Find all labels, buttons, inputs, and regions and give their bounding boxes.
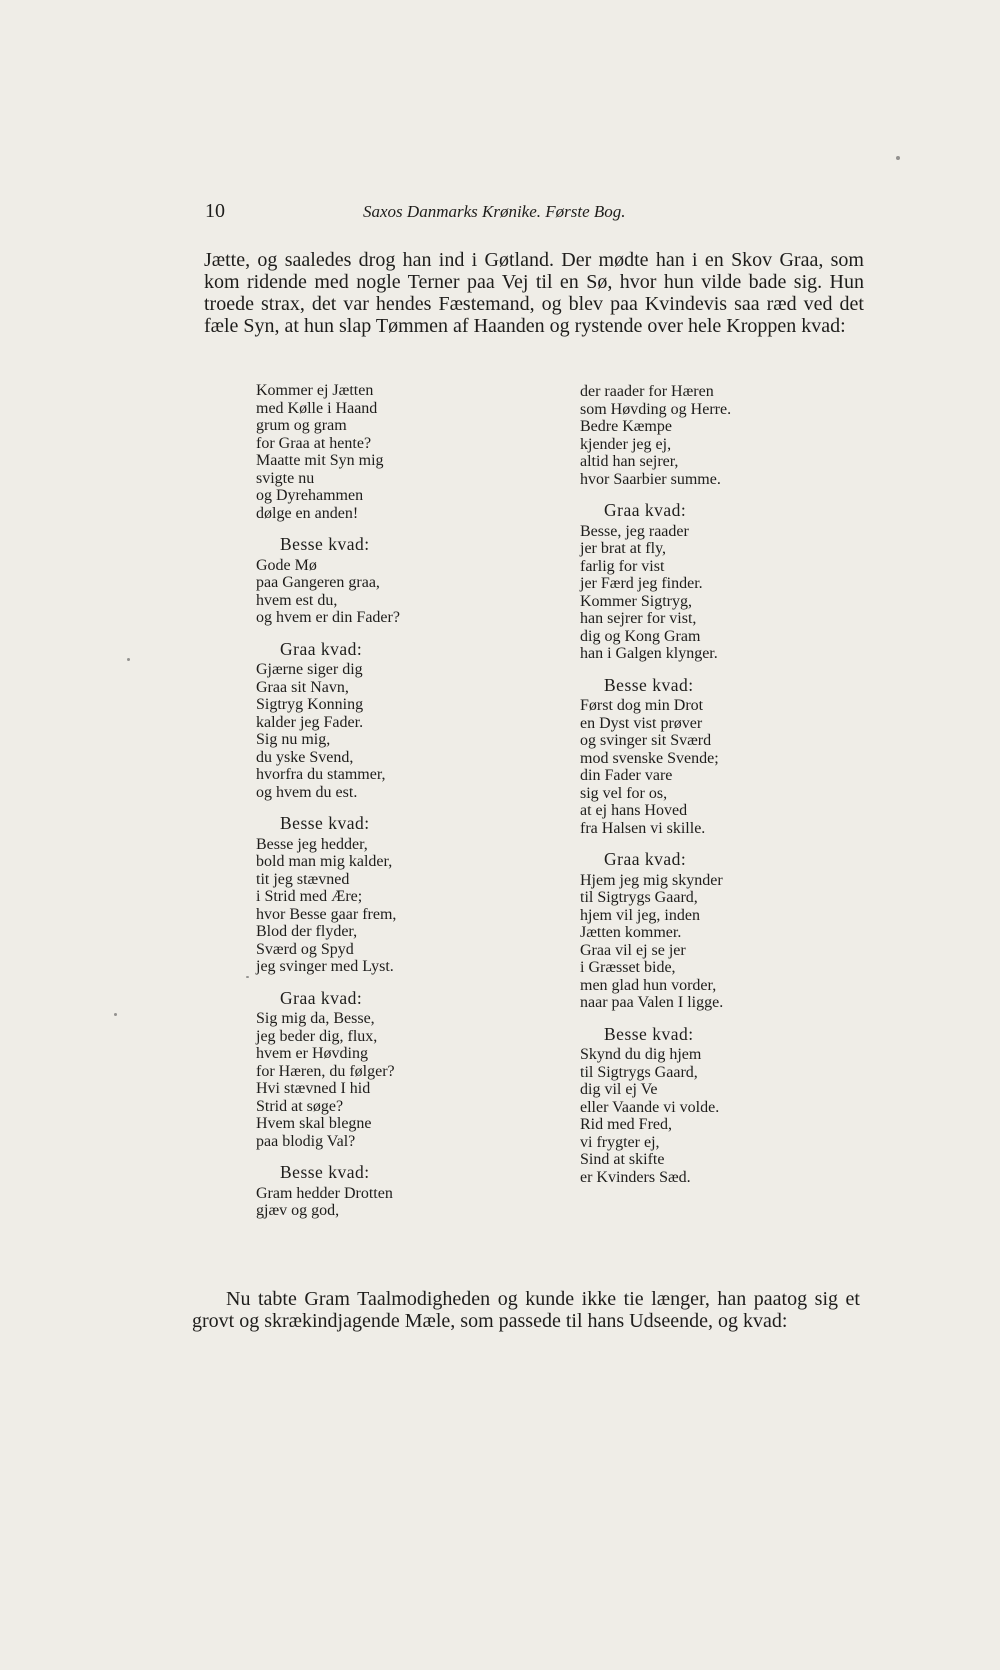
verse-line: men glad hun vorder, [580,976,717,994]
verse-line: til Sigtrygs Gaard, [580,889,698,906]
verse-line: gjæv og god, [256,1202,340,1219]
verse-line: Hjem jeg mig skynder [580,871,723,889]
verse-line: Blod der flyder, [256,923,358,940]
stanza-speaker: Graa kvad: [280,638,363,659]
verse-line: at ej hans Hoved [580,802,688,819]
verse-line: i Græsset bide, [580,959,676,976]
stanza-speaker: Besse kvad: [280,813,370,833]
verse-line: jeg svinger med Lyst. [256,958,394,975]
verse-line: Sig nu mig, [256,731,331,748]
verse-line: paa Gangeren graa, [256,574,380,591]
verse-line: Hvem skal blegne [256,1115,372,1132]
verse-line: farlig for vist [580,557,665,575]
verse-line: en Dyst vist prøver [580,714,703,732]
verse-line: svigte nu [256,469,315,487]
verse-line: Strid at søge? [256,1097,344,1115]
verse-line: til Sigtrygs Gaard, [580,1063,698,1081]
verse-stanza [256,1164,536,1220]
stanza-speaker: Graa kvad: [280,987,363,1008]
running-title: Saxos Danmarks Krønike. Første Bog. [363,202,626,221]
verse-line: og svinger sit Sværd [580,732,712,749]
verse-line: jeg beder dig, flux, [256,1027,378,1045]
verse-line: og hvem er din Fader? [256,609,400,626]
page-number: 10 [205,200,225,222]
verse-line: Besse jeg hedder, [256,835,368,853]
verse-line: han i Galgen klynger. [580,645,718,662]
verse-line: kjender jeg ej, [580,435,672,453]
page-header [205,200,865,230]
verse-column-left [256,382,536,1234]
verse-line: hvorfra du stammer, [256,766,386,783]
stanza-speaker: Graa kvad: [604,500,687,520]
verse-line: naar paa Valen I ligge. [580,994,724,1011]
verse-stanza [580,502,850,663]
verse-line: Gram hedder Drotten [256,1184,393,1202]
paragraph-text: Nu tabte Gram Taalmodigheden og kunde ikke tie længer, han paatog sig et grovt og skrækindjagende Mæle, som passede til hans Udseende, og kvad: [192,1288,860,1332]
verse-line: Kommer Sigtryg, [580,592,692,610]
verse-line: for Hæren, du følger? [256,1062,395,1080]
verse-line: for Graa at hente? [256,434,372,452]
verse-line: Bedre Kæmpe [580,418,672,435]
verse-line: dig og Kong Gram [580,627,701,645]
verse-line: jer brat at fly, [580,540,667,557]
verse-line: Gjærne siger dig [256,661,363,678]
verse-line: dølge en anden! [256,504,359,522]
verse-line: Maatte mit Syn mig [256,452,384,469]
verse-line: hvor Besse gaar frem, [256,905,397,923]
verse-line: der raader for Hæren [580,383,714,400]
scan-speck [114,1013,117,1016]
verse-line: Rid med Fred, [580,1116,672,1133]
verse-line: Kommer ej Jætten [256,382,374,399]
verse-column-right [580,383,850,1200]
verse-line: Graa sit Navn, [256,678,349,696]
stanza-speaker: Graa kvad: [604,849,687,869]
verse-line: Sigtryg Konning [256,696,364,713]
verse-line: kalder jeg Fader. [256,713,364,731]
stanza-speaker: Besse kvad: [280,1162,370,1182]
prose-paragraph-bottom [192,1288,860,1332]
verse-stanza [580,383,850,488]
verse-line: han sejrer for vist, [580,610,697,627]
verse-line: Graa vil ej se jer [580,941,686,959]
verse-stanza [256,815,536,976]
verse-line: Hvi stævned I hid [256,1080,371,1097]
verse-line: paa blodig Val? [256,1132,356,1150]
verse-line: sig vel for os, [580,784,668,802]
verse-stanza [256,536,536,627]
verse-stanza [256,987,536,1151]
verse-line: hvem er Høvding [256,1045,368,1062]
verse-stanza [580,1023,850,1187]
verse-line: bold man mig kalder, [256,853,393,870]
verse-line: vi frygter ej, [580,1133,660,1151]
verse-line: hjem vil jeg, inden [580,906,700,924]
verse-line: Først dog min Drot [580,697,704,714]
verse-line: hvor Saarbier summe. [580,470,721,488]
verse-line: Sværd og Spyd [256,940,354,958]
verse-line: Sind at skifte [580,1151,665,1168]
verse-line: Sig mig da, Besse, [256,1010,375,1027]
scan-speck [246,976,249,978]
scan-speck [127,658,130,661]
verse-stanza [580,674,850,838]
verse-line: eller Vaande vi volde. [580,1098,720,1116]
verse-line: med Kølle i Haand [256,399,378,417]
verse-line: Skynd du dig hjem [580,1046,702,1063]
verse-stanza [580,851,850,1012]
verse-line: tit jeg stævned [256,870,350,888]
verse-line: som Høvding og Herre. [580,400,732,418]
verse-line: du yske Svend, [256,748,354,766]
verse-line: i Strid med Ære; [256,888,363,905]
verse-line: er Kvinders Sæd. [580,1168,691,1186]
verse-stanza [256,382,536,522]
verse-line: altid han sejrer, [580,453,679,470]
stanza-speaker: Besse kvad: [604,1023,694,1044]
verse-line: hvem est du, [256,591,338,609]
prose-paragraph-top [204,249,864,337]
verse-line: grum og gram [256,417,347,434]
verse-line: Besse, jeg raader [580,522,689,540]
verse-line: mod svenske Svende; [580,749,719,767]
paragraph-text: Jætte, og saaledes drog han ind i Gøtland. Der mødte han i en Skov Graa, som kom ridende med nogle Terner paa Vej til en Sø, hvor hun vilde bade sig. Hun troede strax, det var hendes Fæstemand, og blev paa Kvindevis saa ræd ved det fæle Syn, at hun slap Tømmen af Haanden og rystende over hele Kroppen kvad: [204,249,864,337]
verse-line: din Fader vare [580,767,673,784]
stanza-speaker: Besse kvad: [604,674,694,695]
verse-line: Jætten kommer. [580,924,682,941]
verse-line: Gode Mø [256,556,317,574]
scan-speck [896,156,900,160]
verse-line: jer Færd jeg finder. [580,575,703,592]
verse-line: dig vil ej Ve [580,1081,658,1098]
verse-line: og hvem du est. [256,783,358,801]
verse-stanza [256,638,536,802]
verse-line: fra Halsen vi skille. [580,819,706,837]
verse-line: og Dyrehammen [256,487,364,504]
stanza-speaker: Besse kvad: [280,534,370,554]
